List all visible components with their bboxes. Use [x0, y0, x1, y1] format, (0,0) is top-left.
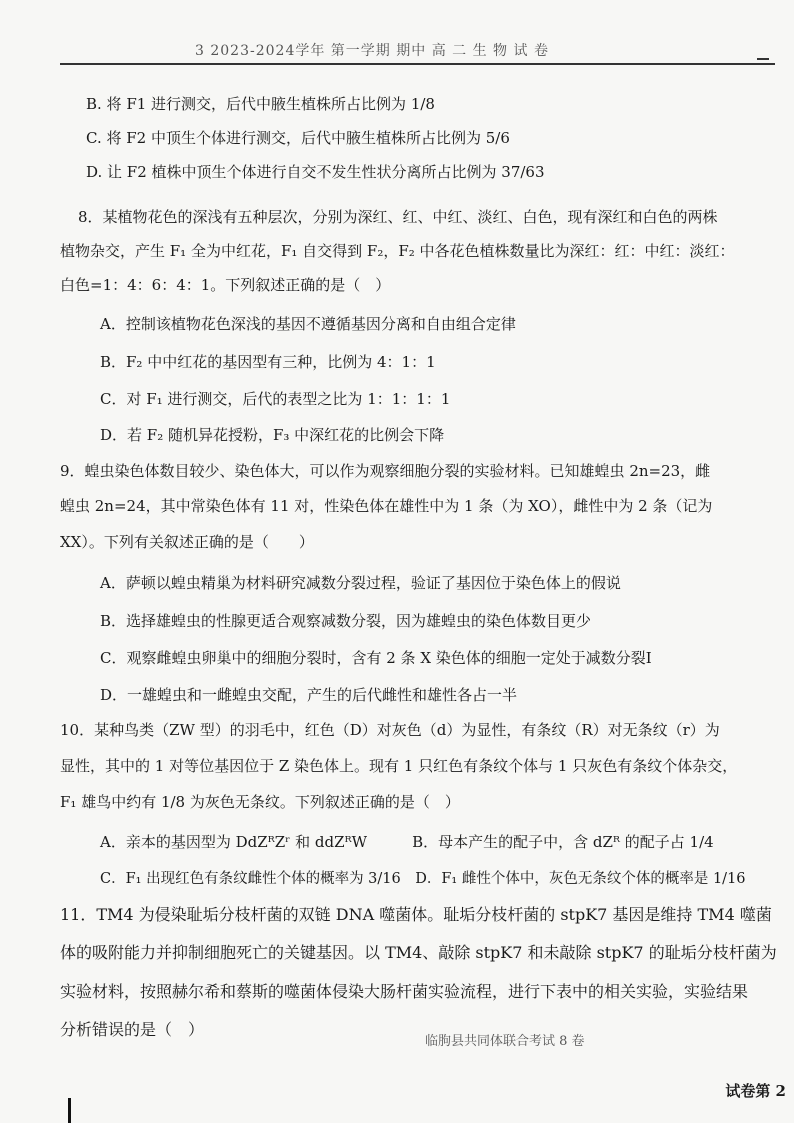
q10-options-cd: C．F₁ 出现红色有条纹雌性个体的概率为 3/16 D．F₁ 雌性个体中，灰色无条纹个体的概率是 1/16: [100, 871, 746, 887]
q7-option-d: D. 让 F2 植株中顶生个体进行自交不发生性状分离所占比例为 37/63: [86, 163, 545, 181]
q8-stem-1: 8．某植物花色的深浅有五种层次，分别为深红、红、中红、淡红、白色，现有深红和白色的两株: [78, 208, 718, 226]
stamp-text: 临朐县共同体联合考试 8 卷: [425, 1034, 585, 1049]
page-footer: 试卷第 2: [725, 1082, 786, 1100]
q8-option-d: D．若 F₂ 随机异花授粉，F₃ 中深红花的比例会下降: [100, 426, 445, 444]
q11-stem-4: 分析错误的是（ ）: [60, 1020, 205, 1039]
q9-option-d: D．一雄蝗虫和一雌蝗虫交配，产生的后代雌性和雄性各占一半: [100, 686, 518, 704]
q11-stem-1: 11．TM4 为侵染耻垢分枝杆菌的双链 DNA 噬菌体。耻垢分枝杆菌的 stpK7 基因是维持 TM4 噬菌: [60, 905, 772, 924]
margin-mark: [68, 1098, 71, 1123]
q8-stem-3: 白色=1：4：6：4：1。下列叙述正确的是（ ）: [60, 276, 391, 294]
q10-stem-3: F₁ 雄鸟中约有 1/8 为灰色无条纹。下列叙述正确的是（ ）: [60, 793, 460, 811]
q10-stem-2: 显性，其中的 1 对等位基因位于 Z 染色体上。现有 1 只红色有条纹个体与 1 只灰色有条纹个体杂交，: [60, 757, 738, 775]
q7-option-c: C. 将 F2 中顶生个体进行测交，后代中腋生植株所占比例为 5/6: [86, 129, 510, 147]
header-text: 3 2023-2024学年 第一学期 期中 高 二 生 物 试 卷: [195, 43, 549, 59]
q9-stem-2: 蝗虫 2n=24，其中常染色体有 11 对，性染色体在雄性中为 1 条（为 XO），雌性中为 2 条（记为: [60, 497, 713, 515]
header-rule: [60, 63, 775, 65]
q8-stem-2: 植物杂交，产生 F₁ 全为中红花，F₁ 自交得到 F₂，F₂ 中各花色植株数量比为深红：红：中红：淡红：: [60, 242, 735, 260]
q7-option-b: B. 将 F1 进行测交，后代中腋生植株所占比例为 1/8: [86, 95, 435, 113]
q11-stem-2: 体的吸附能力并抑制细胞死亡的关键基因。以 TM4、敲除 stpK7 和未敲除 stpK7 的耻垢分枝杆菌为: [60, 943, 777, 962]
q9-stem-3: XX）。下列有关叙述正确的是（ ）: [60, 533, 314, 551]
q8-option-b: B．F₂ 中中红花的基因型有三种，比例为 4：1：1: [100, 353, 436, 371]
q9-option-c: C．观察雌蝗虫卵巢中的细胞分裂时，含有 2 条 X 染色体的细胞一定处于减数分裂Ⅰ: [100, 649, 652, 667]
q9-stem-1: 9．蝗虫染色体数目较少、染色体大，可以作为观察细胞分裂的实验材料。已知雄蝗虫 2n=23，雌: [60, 462, 711, 480]
q9-option-b: B．选择雄蝗虫的性腺更适合观察减数分裂，因为雄蝗虫的染色体数目更少: [100, 612, 592, 630]
q8-option-c: C．对 F₁ 进行测交，后代的表型之比为 1：1：1：1: [100, 390, 451, 408]
q8-option-a: A．控制该植物花色深浅的基因不遵循基因分离和自由组合定律: [100, 315, 516, 333]
q10-options-ab: A．亲本的基因型为 DdZᴿZʳ 和 ddZᴿW B．母本产生的配子中，含 dZᴿ 的配子占 1/4: [100, 833, 714, 851]
q11-stem-3: 实验材料，按照赫尔希和蔡斯的噬菌体侵染大肠杆菌实验流程，进行下表中的相关实验，实验结果: [60, 982, 749, 1001]
page-header: [60, 34, 780, 64]
header-dash: [757, 58, 769, 60]
q10-stem-1: 10．某种鸟类（ZW 型）的羽毛中，红色（D）对灰色（d）为显性，有条纹（R）对无条纹（r）为: [60, 721, 720, 739]
q9-option-a: A．萨顿以蝗虫精巢为材料研究减数分裂过程，验证了基因位于染色体上的假说: [100, 574, 621, 592]
